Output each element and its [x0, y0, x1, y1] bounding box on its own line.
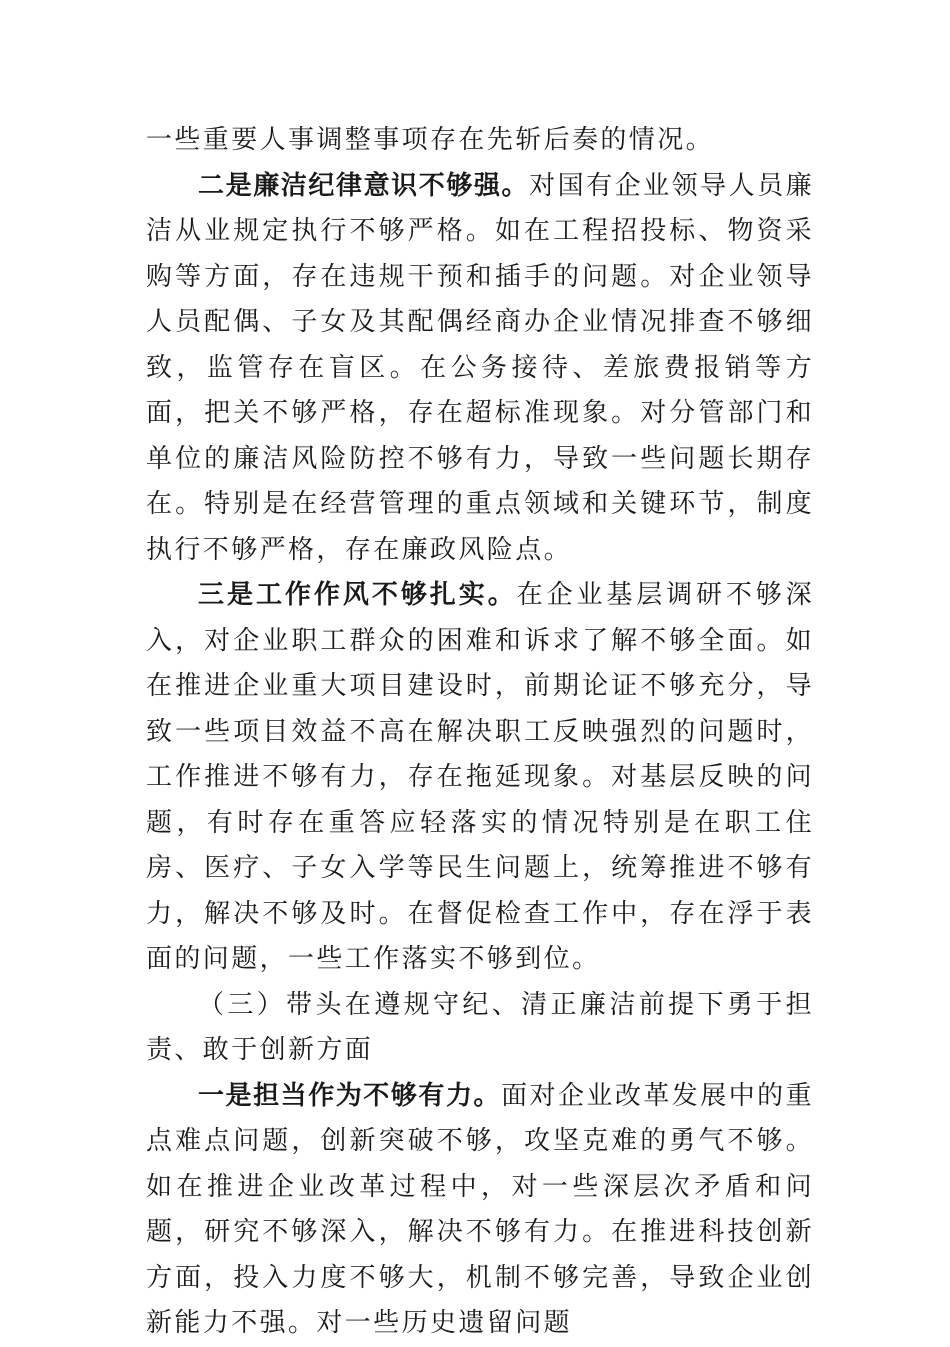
paragraph-lead: 三是工作作风不够扎实。 [198, 580, 517, 610]
paragraph-text: 对国有企业领导人员廉洁从业规定执行不够严格。如在工程招投标、物资采购等方面，存在违规干预和插手的问题。对企业领导人员配偶、子女及其配偶经商办企业情况排查不够细致，监管存在盲区。在公务接待、差旅费报销等方面，把关不够严格，存在超标准现象。对分管部门和单位的廉洁风险防控不够有力，导致一些问题长期存在。特别是在经营管理的重点领域和关键环节，制度执行不够严格，存在廉政风险点。 [146, 170, 814, 565]
section-subheading [146, 983, 814, 1074]
paragraph-text: 一些重要人事调整事项存在先斩后奏的情况。 [146, 125, 715, 155]
paragraph-continuation [146, 118, 814, 164]
paragraph-lead: 一是担当作为不够有力。 [198, 1080, 502, 1111]
paragraph-lead: 二是廉洁纪律意识不够强。 [198, 170, 530, 201]
paragraph-text: 在企业基层调研不够深入，对企业职工群众的困难和诉求了解不够全面。如在推进企业重大项目建设时，前期论证不够充分，导致一些项目效益不高在解决职工反映强烈的问题时，工作推进不够有力，存在拖延现象。对基层反映的问题，有时存在重答应轻落实的情况特别是在职工住房、医疗、子女入学等民生问题上，统筹推进不够有力，解决不够及时。在督促检查工作中，存在浮于表面的问题，一些工作落实不够到位。 [146, 580, 814, 974]
paragraph-text: 面对企业改革发展中的重点难点问题，创新突破不够，攻坚克难的勇气不够。如在推进企业改革过程中，对一些深层次矛盾和问题，研究不够深入，解决不够有力。在推进科技创新方面，投入力度不够大，机制不够完善，导致企业创新能力不强。对一些历史遗留问题 [146, 1080, 814, 1338]
paragraph-responsibility [146, 1074, 814, 1347]
subheading-text: （三）带头在遵规守纪、清正廉洁前提下勇于担责、敢于创新方面 [146, 989, 814, 1065]
document-body [146, 118, 814, 1347]
paragraph-integrity-discipline [146, 164, 814, 574]
paragraph-work-style [146, 573, 814, 983]
